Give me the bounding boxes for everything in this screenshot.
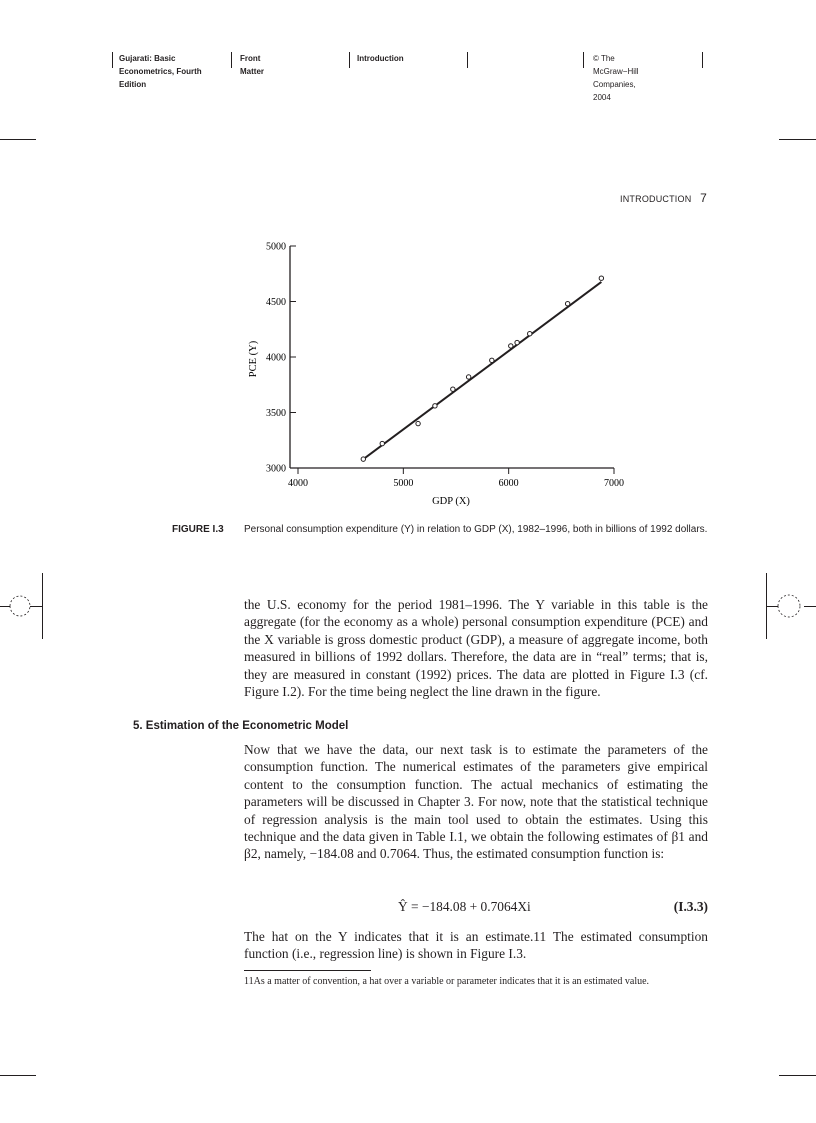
figure-label: FIGURE I.3 — [172, 524, 224, 535]
header-chapter: Introduction — [357, 54, 404, 63]
crop-mark — [779, 1075, 816, 1076]
data-point — [599, 276, 603, 280]
y-axis-label: PCE (Y) — [248, 340, 259, 378]
equation: Ŷ = −184.08 + 0.7064Xi — [398, 899, 531, 914]
data-point — [451, 387, 455, 391]
regression-line — [363, 282, 601, 459]
page-number: 7 — [700, 191, 707, 205]
data-point — [490, 358, 494, 362]
data-point — [466, 375, 470, 379]
footnote-rule — [244, 970, 371, 971]
book-title: Gujarati: Basic Econometrics, Fourth Edition — [119, 54, 202, 89]
equation-number: (I.3.3) — [673, 899, 708, 914]
running-head-title: INTRODUCTION — [620, 194, 692, 204]
x-tick-label: 6000 — [498, 478, 519, 489]
x-tick-label: 7000 — [604, 478, 624, 489]
x-axis-label: GDP (X) — [432, 496, 470, 507]
data-point — [361, 457, 365, 461]
data-point — [416, 421, 420, 425]
paragraph: Now that we have the data, our next task is to estimate the parameters of the consumption function. The numerical estimates of the parameters give empirical content to the consumption function. The actual mechanics of estimating the parameters will be discussed in Chapter 3. For now, note that the statistical technique of regression analysis is the main tool used to obtain the estimates. Using this technique and the data given in Table I.1, we obtain the following estimates of β1 and β2, namely, −184.08 and 0.7064. Thus, the estimated consumption function is: — [244, 742, 708, 862]
figure-caption-text: Personal consumption expenditure (Y) in relation to GDP (X), 1982–1996, both in billions of 1992 dollars. — [244, 524, 708, 535]
header-copyright: © The McGraw−Hill Companies, 2004 — [593, 54, 639, 102]
header-section: Front Matter — [240, 54, 265, 76]
scatter-chart — [0, 0, 816, 520]
data-point — [515, 340, 519, 344]
data-point — [380, 441, 384, 445]
data-point — [509, 344, 513, 348]
data-point — [565, 302, 569, 306]
y-tick-label: 4000 — [266, 352, 286, 364]
footnote: 11As a matter of convention, a hat over a variable or parameter indicates that it is an estimated value. — [244, 976, 650, 987]
x-tick-label: 4000 — [288, 478, 308, 489]
x-tick-label: 5000 — [393, 478, 414, 489]
y-tick-label: 5000 — [266, 241, 286, 253]
section-heading: 5. Estimation of the Econometric Model — [133, 720, 349, 732]
crop-mark — [0, 1075, 36, 1076]
data-point — [433, 404, 437, 408]
data-point — [528, 331, 532, 335]
y-tick-label: 3500 — [266, 408, 286, 419]
paragraph: the U.S. economy for the period 1981–1996. The Y variable in this table is the aggregate (for the economy as a whole) personal consumption expenditure (PCE) and the X variable is gross domestic product (GDP), a measure of aggregate income, both measured in billions of 1992 dollars. Therefore, the data are in “real” terms; that is, they are measured in constant (1992) prices. The data are plotted in Figure I.3 (cf. Figure I.2). For the time being neglect the line drawn in the figure. — [244, 597, 708, 700]
y-tick-label: 4500 — [266, 297, 286, 308]
chart-axes — [290, 246, 614, 468]
y-tick-label: 3000 — [266, 463, 286, 475]
paragraph: The hat on the Y indicates that it is an estimate.11 The estimated consumption function (i.e., regression line) is shown in Figure I.3. — [244, 929, 708, 962]
chart-plot-area — [361, 276, 603, 461]
chart-ticks — [266, 242, 624, 490]
